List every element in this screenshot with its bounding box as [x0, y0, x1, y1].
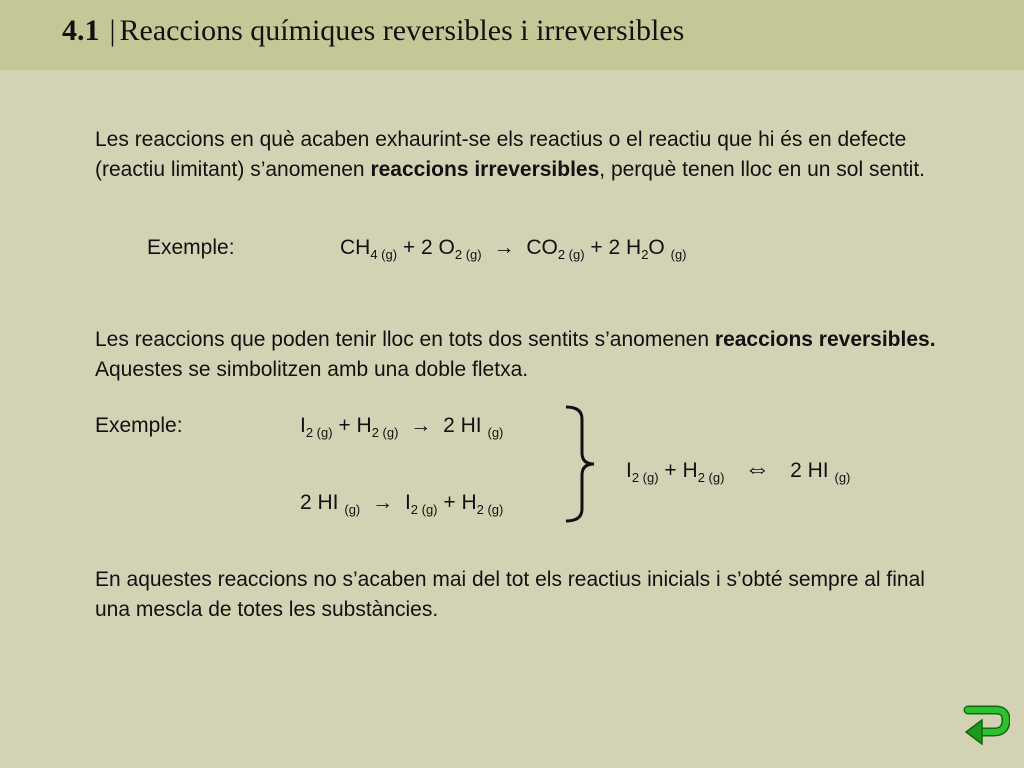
- rev-h2-sub: 2 (g): [476, 502, 504, 517]
- rev-i2: I: [404, 491, 411, 514]
- eq1-h2o-h: 2 H: [608, 236, 642, 259]
- reverse-equation: [300, 491, 503, 515]
- eq1-ch: CH: [340, 236, 371, 259]
- fwd-arrow-icon: →: [410, 414, 432, 437]
- irreversible-text-b: , perquè tenen lloc en un sol sentit.: [599, 158, 925, 181]
- fwd-plus: +: [338, 414, 351, 437]
- eq-i2-sub: 2 (g): [631, 470, 659, 485]
- fwd-h2: H: [356, 414, 372, 437]
- eq-h2: H: [682, 459, 698, 482]
- example1-label: Exemple:: [147, 236, 235, 259]
- rev-hi-sub: (g): [344, 502, 361, 517]
- example1-equation: [340, 236, 687, 260]
- eq1-o2-sub: 2 (g): [454, 247, 482, 262]
- reversible-paragraph: [95, 325, 945, 385]
- conclusion-paragraph: En aquestes reaccions no s’acaben mai del tot els reactius inicials i s’obté sempre al final una mescla de totes les substàncies.: [95, 568, 925, 621]
- eq-hi: 2 HI: [790, 459, 829, 482]
- equilibrium-equation: [626, 453, 850, 484]
- fwd-h2-sub: 2 (g): [371, 425, 399, 440]
- eq1-arrow-icon: →: [493, 236, 515, 259]
- forward-equation: [300, 414, 503, 438]
- example2-label: Exemple:: [95, 414, 183, 437]
- eq-i2: I: [626, 459, 632, 482]
- eq1-ch-sub: 4 (g): [370, 247, 398, 262]
- eq-hi-sub: (g): [834, 470, 851, 485]
- curly-brace-icon: [562, 403, 598, 525]
- eq1-plus: +: [402, 236, 416, 259]
- section-number: 4.1: [62, 14, 100, 47]
- eq1-plus-2: +: [590, 236, 603, 259]
- reversible-term: reaccions reversibles.: [714, 328, 936, 351]
- fwd-i2-sub: 2 (g): [305, 425, 333, 440]
- title-separator: |: [109, 14, 116, 47]
- fwd-i2: I: [300, 414, 306, 437]
- eq1-co2-sub: 2 (g): [557, 247, 585, 262]
- page-title: [62, 14, 684, 48]
- rev-h2: H: [461, 491, 477, 514]
- fwd-hi: 2 HI: [443, 414, 482, 437]
- eq-plus: +: [664, 459, 677, 482]
- eq-h2-sub: 2 (g): [697, 470, 725, 485]
- rev-arrow-icon: →: [372, 491, 394, 514]
- rev-i2-sub: 2 (g): [410, 502, 438, 517]
- fwd-hi-sub: (g): [487, 425, 504, 440]
- title-text: Reaccions químiques reversibles i irreversibles: [119, 14, 685, 47]
- eq1-h2o-o: O: [648, 236, 665, 259]
- eq1-o2: 2 O: [421, 236, 455, 259]
- double-arrow-icon: ⇔: [744, 453, 771, 483]
- irreversible-text-a: Les reaccions en què acaben exhaurint-se els reactius o el reactiu que hi és en defecte (reactiu limitant) s’anomenen: [95, 128, 907, 181]
- rev-hi: 2 HI: [300, 491, 339, 514]
- irreversible-term: reaccions irreversibles: [370, 158, 600, 181]
- irreversible-paragraph: [95, 125, 945, 185]
- eq1-h2o-state: (g): [670, 247, 687, 262]
- rev-plus: +: [443, 491, 456, 514]
- eq1-h2o-sub: 2: [641, 247, 649, 262]
- eq1-co2: CO: [526, 236, 558, 259]
- reversible-text-b: Aquestes se simbolitzen amb una doble fletxa.: [95, 358, 529, 381]
- return-arrow-icon[interactable]: [962, 702, 1010, 746]
- reversible-text-a: Les reaccions que poden tenir lloc en tots dos sentits s’anomenen: [95, 328, 715, 351]
